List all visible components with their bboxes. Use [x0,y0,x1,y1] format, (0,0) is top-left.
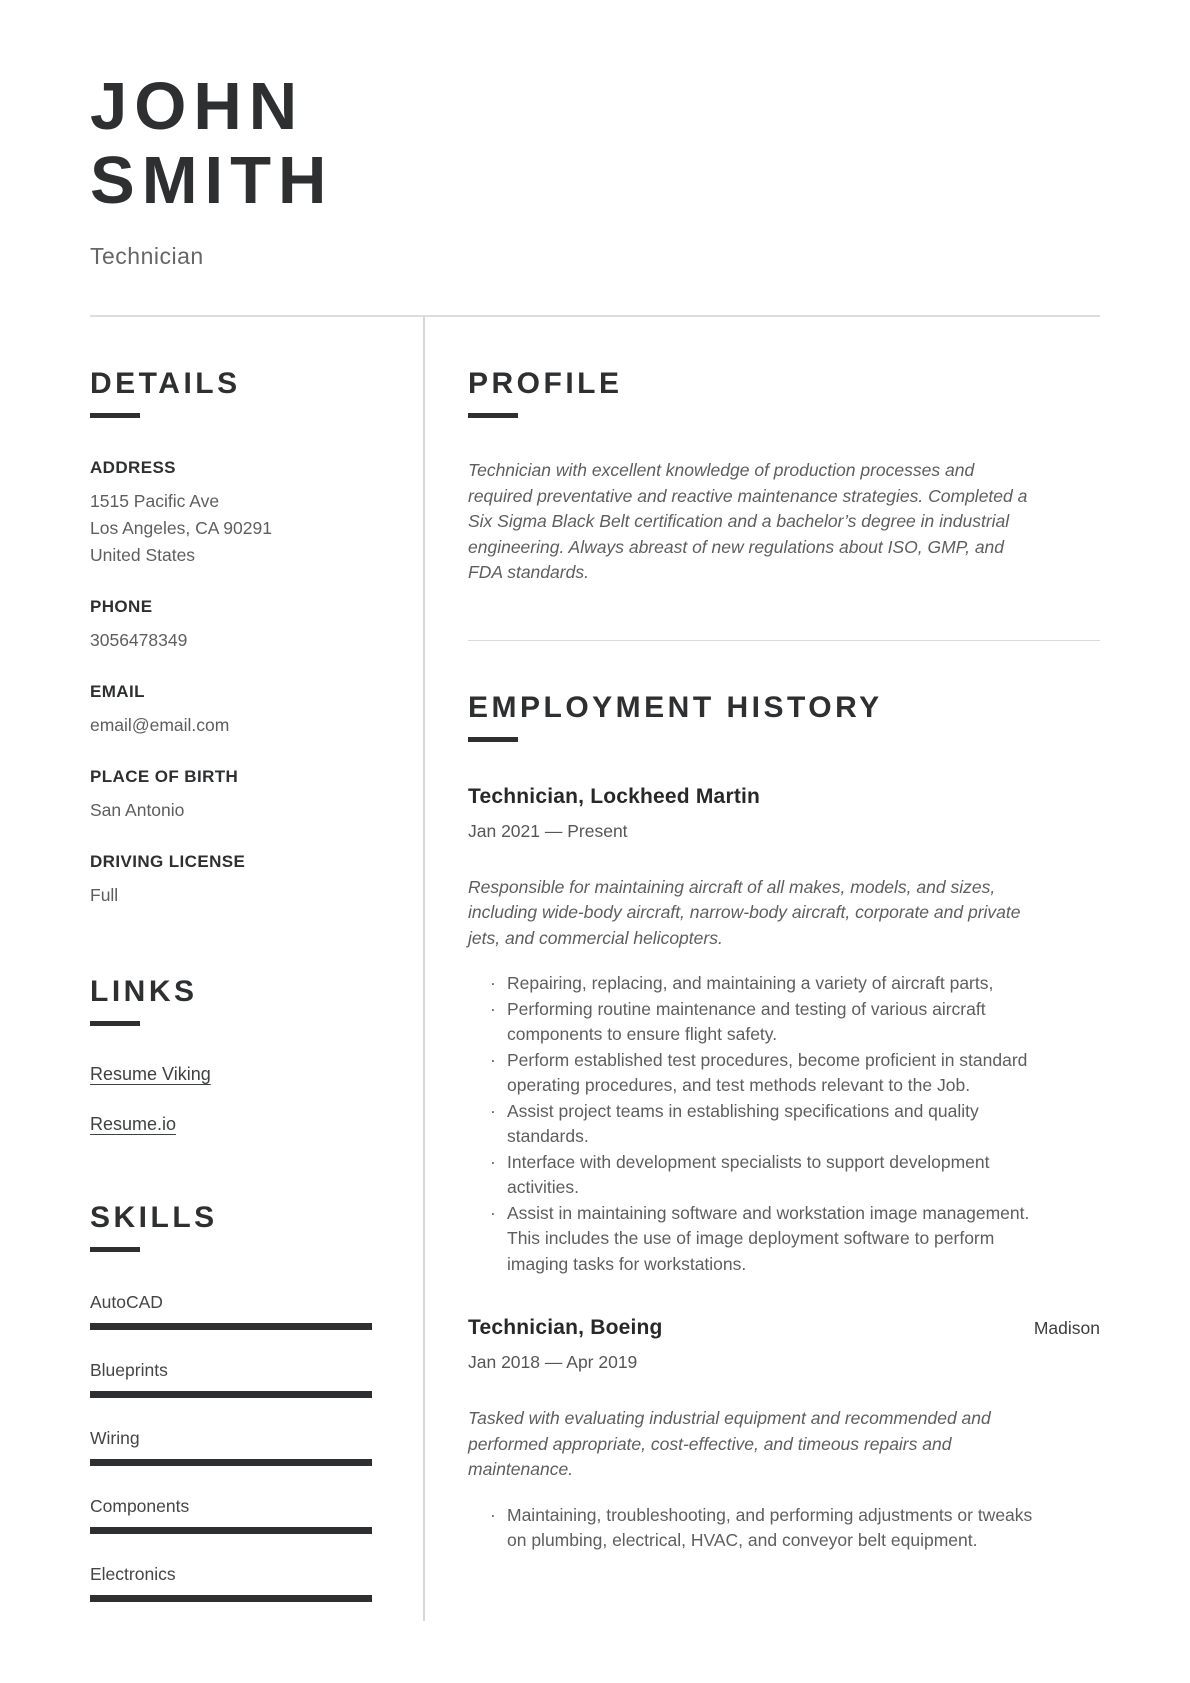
two-column-layout [90,317,1100,1621]
detail-field [90,767,372,824]
resume-header [90,70,1100,270]
detail-value-line: Full [90,885,119,906]
detail-field [90,597,372,654]
bullet-dot-icon: · [490,1100,496,1121]
bullet-item [490,1048,1055,1099]
detail-label: PLACE OF BIRTH [90,767,239,787]
profile-heading: PROFILE [468,367,623,401]
link-list [90,1064,372,1135]
skill-item [90,1428,372,1466]
bullet-dot-icon: · [490,1202,496,1223]
bullet-text: Perform established test procedures, become proficient in standard operating procedures, and test methods relevant to the Job. [507,1049,1028,1096]
bullet-text: Maintaining, troubleshooting, and performing adjustments or tweaks on plumbing, electrical, HVAC, and conveyor belt equipment. [507,1504,1033,1551]
heading-underline [90,413,140,418]
skill-list [90,1292,372,1602]
skill-name: Electronics [90,1564,176,1585]
external-link[interactable]: Resume Viking [90,1064,211,1085]
skill-name: Wiring [90,1428,140,1449]
bullet-text: Repairing, replacing, and maintaining a variety of aircraft parts, [507,973,994,994]
profile-text: Technician with excellent knowledge of production processes and required preventative and reactive maintenance strategies. Completed a Six Sigma Black Belt certification and a bachelor’s degree in industrial engineering. Always abreast of new regulations about ISO, GMP, and FDA standards. [468,460,1028,583]
skill-level-fill [90,1391,372,1398]
bullet-dot-icon: · [490,1151,496,1172]
skills-section [90,1201,372,1602]
detail-value [90,627,372,654]
skill-name: AutoCAD [90,1292,163,1313]
job-dates: Jan 2021 — Present [468,820,628,841]
skill-level-fill [90,1595,372,1602]
detail-label: PHONE [90,597,153,617]
skill-name: Components [90,1496,190,1517]
detail-field [90,852,372,909]
detail-field [90,682,372,739]
skill-level-bar [90,1459,372,1466]
bullet-text: Assist project teams in establishing specifications and quality standards. [507,1100,979,1147]
sidebar [90,317,372,1621]
bullet-item [490,1503,1055,1554]
detail-label: ADDRESS [90,458,176,478]
bullet-item [490,1201,1055,1278]
skill-item [90,1360,372,1398]
heading-underline [468,737,518,742]
links-heading: LINKS [90,975,198,1009]
candidate-job-title: Technician [90,243,204,270]
skill-level-bar [90,1391,372,1398]
skill-level-bar [90,1527,372,1534]
skill-level-bar [90,1323,372,1330]
links-section [90,975,372,1135]
skill-level-fill [90,1323,372,1330]
bullet-item [490,971,1055,997]
job-title: Technician, Boeing [468,1316,663,1340]
detail-value-line: 1515 Pacific Ave [90,491,220,512]
detail-label: EMAIL [90,682,145,702]
bullet-text: Performing routine maintenance and testing of various aircraft components to ensure flight safety. [507,998,986,1045]
skill-level-bar [90,1595,372,1602]
job-summary: Responsible for maintaining aircraft of all makes, models, and sizes, including wide-body aircraft, narrow-body aircraft, corporate and private jets, and commercial helicopters. [468,876,1021,948]
skills-heading: SKILLS [90,1201,218,1235]
skill-item [90,1496,372,1534]
job-summary: Tasked with evaluating industrial equipment and recommended and performed appropriate, cost-effective, and timeous repairs and maintenance. [468,1408,991,1480]
employment-section [468,691,1100,1554]
job-location: Madison [1033,1318,1100,1339]
details-heading: DETAILS [90,367,241,401]
job-bullet-list [468,971,1055,1277]
link-row [90,1114,372,1135]
heading-underline [90,1021,140,1026]
job-title: Technician, Lockheed Martin [468,784,761,808]
skill-item [90,1564,372,1602]
bullet-dot-icon: · [490,973,496,994]
bullet-dot-icon: · [490,998,496,1019]
detail-value-line: San Antonio [90,800,185,821]
link-row [90,1064,372,1085]
detail-label: DRIVING LICENSE [90,852,246,872]
details-section [90,367,372,909]
detail-value-line: United States [90,545,196,566]
skill-level-fill [90,1459,372,1466]
detail-value-line: 3056478349 [90,630,188,651]
detail-value [90,797,372,824]
job-dates: Jan 2018 — Apr 2019 [468,1352,638,1373]
bullet-text: Assist in maintaining software and workstation image management. This includes the use of image deployment software to perform imaging tasks for workstations. [507,1202,1030,1274]
job-header [468,1315,1100,1340]
bullet-item [490,1150,1055,1201]
main-content [425,317,1100,1621]
profile-section [468,367,1100,586]
skill-name: Blueprints [90,1360,168,1381]
heading-underline [90,1247,140,1252]
detail-value [90,882,372,909]
detail-value [90,488,372,569]
bullet-text: Interface with development specialists to support development activities. [507,1151,990,1198]
bullet-dot-icon: · [490,1049,496,1070]
detail-value [90,712,372,739]
heading-underline [468,413,518,418]
job-entry [468,784,1100,1278]
bullet-item [490,1099,1055,1150]
detail-value-line: Los Angeles, CA 90291 [90,518,272,539]
skill-level-fill [90,1527,372,1534]
detail-fields [90,458,372,909]
bullet-dot-icon: · [490,1504,496,1525]
job-list [468,784,1100,1554]
external-link[interactable]: Resume.io [90,1114,177,1135]
job-entry [468,1315,1100,1554]
bullet-item [490,997,1055,1048]
employment-heading: EMPLOYMENT HISTORY [468,690,883,724]
section-divider [468,640,1100,641]
skill-item [90,1292,372,1330]
detail-field [90,458,372,569]
job-header [468,784,1100,809]
job-bullet-list [468,1503,1055,1554]
candidate-name: JOHN SMITH [90,69,334,218]
detail-value-line: email@email.com [90,715,230,736]
